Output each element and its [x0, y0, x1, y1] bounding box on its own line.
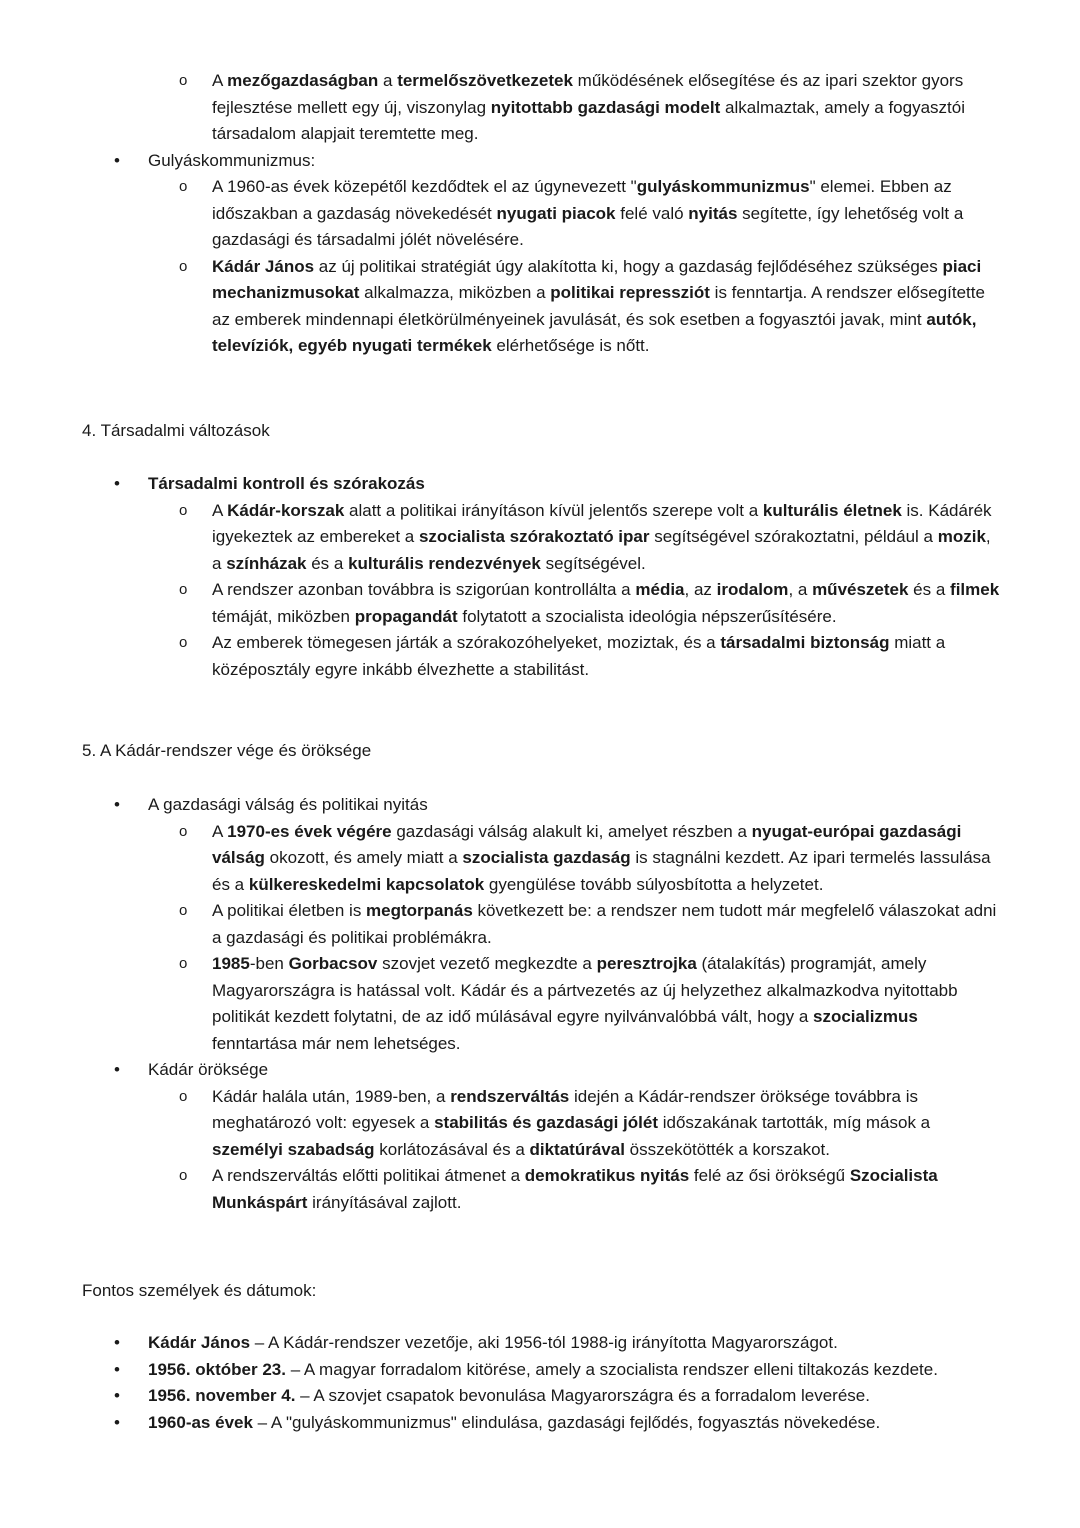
sub-bullet-item [0, 498, 1002, 578]
item-text: Társadalmi kontroll és szórakozás [148, 474, 425, 493]
section-heading: Fontos személyek és dátumok: [82, 1281, 317, 1300]
bullet-list [0, 471, 1080, 683]
sub-bullet-item [0, 898, 1002, 951]
sub-bullet-marker: o [179, 1167, 188, 1184]
sub-bullet-marker: o [179, 501, 188, 519]
bullet-marker: • [114, 150, 120, 170]
bullet-item [0, 1057, 998, 1084]
sub-bullet-item [0, 577, 1002, 630]
item-text: A rendszer azonban továbbra is szigorúan kontrollálta a média, az irodalom, a művészetek és a filmek témáját, miközben propagandát folytatott a szocialista ideológia népszerűsítésére. [212, 580, 1000, 626]
bullet-marker: • [114, 1386, 120, 1405]
item-text: A 1970-es évek végére gazdasági válság alakult ki, amelyet részben a nyugat-európai gazdasági válság okozott, és amely miatt a szocialista gazdaság is stagnálni kezdett. Az ipari termelés lassulása és a külkereskedelmi kapcsolatok gyengülése tovább súlyosbította a helyzetet. [212, 821, 991, 894]
item-text: A Kádár-korszak alatt a politikai irányításon kívül jelentős szerepe volt a kulturális életnek is. Kádárék igyekeztek az embereket a szocialista szórakoztató ipar segítségével szórakoztatni, például a mozik, a színházak és a kulturális rendezvények segítségével. [212, 500, 992, 573]
section-heading: 5. A Kádár-rendszer vége és öröksége [82, 741, 372, 760]
sub-bullet-item [0, 174, 1002, 254]
sub-bullet-marker: o [179, 955, 188, 972]
sub-bullet-marker: o [179, 581, 188, 598]
sub-bullet-item [0, 254, 1002, 360]
item-text: 1960-as évek – A "gulyáskommunizmus" elindulása, gazdasági fejlődés, fogyasztás növekedése. [148, 1412, 881, 1432]
bullet-marker: • [114, 795, 120, 814]
sub-bullet-marker: o [179, 1087, 188, 1105]
sub-bullet-item [0, 68, 1002, 148]
bullet-marker: • [114, 1412, 120, 1432]
sub-bullet-marker: o [179, 902, 188, 919]
sub-bullet-marker: o [179, 178, 188, 195]
bullet-item [0, 792, 998, 819]
item-text: A politikai életben is megtorpanás következett be: a rendszer nem tudott már megfelelő válaszokat adni a gazdasági és politikai problémákra. [212, 901, 997, 947]
sub-bullet-marker: o [179, 822, 188, 840]
bullet-item [0, 1410, 998, 1437]
sub-bullet-item [0, 819, 1002, 899]
bullet-marker: • [114, 474, 120, 493]
bullet-item [0, 1330, 998, 1357]
bullet-item [0, 1383, 998, 1410]
sub-bullet-item [0, 630, 1002, 683]
item-text: A rendszerváltás előtti politikai átmenet a demokratikus nyitás felé az ősi örökségű Szocialista Munkáspárt irányításával zajlott. [212, 1166, 938, 1212]
bullet-list [0, 792, 1080, 1216]
bullet-item [0, 471, 998, 498]
sub-bullet-marker: o [179, 634, 188, 651]
section-heading: 4. Társadalmi változások [82, 421, 270, 440]
item-text: A mezőgazdaságban a termelőszövetkezetek működésének elősegítése és az ipari szektor gyors fejlesztése mellett egy új, viszonylag nyitottabb gazdasági modelt alkalmaztak, amely a fogyasztói társadalom alapjait teremtette meg. [212, 71, 965, 143]
sub-bullet-item [0, 1084, 1002, 1164]
item-text: Kádár János az új politikai stratégiát úgy alakította ki, hogy a gazdaság fejlődéséhez szükséges piaci mechanizmusokat alkalmazza, miközben a politikai repressziót is fenntartja. A rendszer elősegítette az emberek mindennapi életkörülményeinek javulását, és sok esetben a fogyasztói javak, mint autók, televíziók, egyéb nyugati termékek elérhetősége is nőtt. [212, 256, 985, 355]
bullet-item [0, 1357, 998, 1384]
item-text: 1956. október 23. – A magyar forradalom kitörése, amely a szocialista rendszer elleni tiltakozás kezdete. [148, 1359, 938, 1379]
item-text: Kádár halála után, 1989-ben, a rendszerváltás idején a Kádár-rendszer öröksége továbbra is meghatározó volt: egyesek a stabilitás és gazdasági jólét időszakának tartották, míg mások a személyi szabadság korlátozásával és a diktatúrával összekötötték a korszakot. [212, 1086, 931, 1159]
bullet-list [0, 1330, 1080, 1436]
item-text: Gulyáskommunizmus: [148, 150, 316, 170]
bullet-item [0, 148, 998, 175]
item-text: A 1960-as évek közepétől kezdődtek el az úgynevezett "gulyáskommunizmus" elemei. Ebben az időszakban a gazdaság növekedését nyugati piacok felé való nyitás segítette, így lehetőség volt a gazdasági és társadalmi jólét növelésére. [212, 177, 964, 249]
bullet-marker: • [114, 1359, 120, 1379]
sub-bullet-marker: o [179, 257, 188, 275]
item-text: A gazdasági válság és politikai nyitás [148, 795, 428, 814]
bullet-marker: • [114, 1060, 120, 1079]
sub-bullet-item [0, 1163, 1002, 1216]
item-text: Az emberek tömegesen járták a szórakozóhelyeket, moziztak, és a társadalmi biztonság miatt a középosztály egyre inkább élvezhette a stabilitást. [212, 633, 946, 679]
bullet-marker: • [114, 1333, 120, 1352]
sub-bullet-item [0, 951, 1002, 1057]
item-text: Kádár öröksége [148, 1060, 269, 1079]
item-text: 1956. november 4. – A szovjet csapatok bevonulása Magyarországra és a forradalom leverése. [148, 1386, 870, 1405]
bullet-list [0, 68, 1080, 360]
sub-bullet-marker: o [179, 72, 188, 89]
item-text: 1985-ben Gorbacsov szovjet vezető megkezdte a peresztrojka (átalakítás) programját, amely Magyarországra is hatással volt. Kádár és a pártvezetés az új helyzethez alkalmazkodva nyitottabb politikát kezdett folytatni, de az idő múlásával egyre nyilvánvalóbbá vált, hogy a szocializmus fenntartása már nem lehetséges. [212, 954, 958, 1053]
item-text: Kádár János – A Kádár-rendszer vezetője, aki 1956-tól 1988-ig irányította Magyarországot. [148, 1333, 838, 1352]
